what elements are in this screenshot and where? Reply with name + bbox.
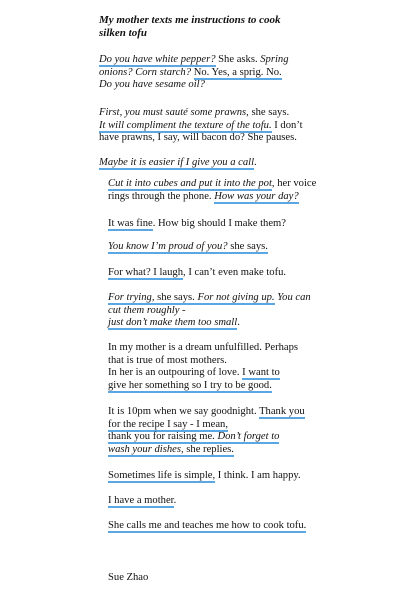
poem-line bbox=[108, 355, 408, 368]
text: that is true of most mothers. bbox=[108, 354, 227, 366]
text: She asks. bbox=[215, 54, 261, 65]
text: I think. I am happy. bbox=[215, 470, 301, 481]
highlight: Thank you bbox=[259, 406, 305, 417]
text: . bbox=[237, 317, 240, 329]
poem-line bbox=[108, 218, 408, 231]
poem-line bbox=[108, 367, 408, 380]
poem-line bbox=[99, 107, 399, 120]
poem-line bbox=[99, 120, 399, 133]
highlight: Sometimes life is simple, bbox=[108, 470, 216, 481]
highlight: I want to bbox=[242, 367, 280, 379]
highlight: She calls me and teaches me how to cook tofu. bbox=[108, 520, 307, 531]
text: Spring bbox=[260, 54, 289, 65]
text: First, you must sauté some prawns, bbox=[99, 107, 249, 118]
stanza-2 bbox=[99, 107, 399, 145]
poem-line bbox=[108, 380, 408, 393]
poem-line bbox=[99, 132, 399, 145]
text: cut them roughly - bbox=[108, 304, 186, 316]
highlight: she says. bbox=[154, 292, 198, 303]
text: It is 10pm when we say goodnight. bbox=[108, 406, 260, 417]
highlight: she replies. bbox=[183, 443, 234, 455]
poem-line bbox=[108, 470, 408, 483]
poem-line bbox=[108, 317, 408, 330]
stanza-11 bbox=[108, 470, 408, 483]
highlight: For trying, bbox=[108, 292, 155, 303]
text: You can bbox=[274, 292, 311, 303]
poem-line bbox=[108, 178, 408, 191]
poem-line bbox=[99, 54, 399, 67]
text: . bbox=[254, 157, 257, 168]
text: In her is an outpouring of love. bbox=[108, 367, 243, 379]
text: , I can’t even make tofu. bbox=[183, 267, 287, 278]
poem-line bbox=[108, 431, 408, 444]
stanza-6 bbox=[108, 241, 408, 254]
highlight: I have a mother bbox=[108, 495, 174, 506]
text: rings through the phone. bbox=[108, 190, 215, 202]
highlight: It was fine bbox=[108, 218, 153, 229]
stanza-4 bbox=[108, 178, 408, 203]
text: Do you have sesame oil? bbox=[99, 79, 205, 91]
stanza-9 bbox=[108, 342, 408, 392]
title-line-2: silken tofu bbox=[99, 27, 147, 39]
stanza-3 bbox=[99, 157, 399, 170]
highlight: No. Yes, a sprig. No. bbox=[193, 66, 282, 78]
poem-line bbox=[108, 406, 408, 419]
text: In my mother is a dream unfulfilled. Perhaps bbox=[108, 342, 299, 353]
text: have prawns, I say, will bacon do? She pauses. bbox=[99, 132, 297, 144]
poem-line bbox=[108, 520, 408, 533]
highlight: she says. bbox=[227, 241, 268, 252]
stanza-12 bbox=[108, 495, 408, 508]
text: . How big should I make them? bbox=[152, 218, 286, 229]
highlight: It will compliment the texture of the tofu. bbox=[99, 119, 272, 131]
highlight: How was your day? bbox=[214, 190, 299, 202]
highlight: Maybe it is easier if I give you a call bbox=[99, 157, 255, 168]
poem-line bbox=[108, 267, 408, 280]
poem-line bbox=[108, 444, 408, 457]
title-line-1: My mother texts me instructions to cook bbox=[99, 14, 281, 26]
highlight: thank you for raising me. bbox=[108, 431, 218, 443]
author-name: Sue Zhao bbox=[108, 572, 149, 583]
highlight: For not giving up. bbox=[197, 292, 275, 303]
poem-line bbox=[99, 67, 399, 80]
highlight: Don’t forget to bbox=[217, 431, 280, 443]
highlight: Cut it into cubes and put it into the pot bbox=[108, 178, 272, 189]
poem-line bbox=[108, 305, 408, 318]
highlight: Do you have white pepper? bbox=[99, 54, 216, 65]
stanza-10 bbox=[108, 406, 408, 456]
poem-line bbox=[108, 342, 408, 355]
stanza-8 bbox=[108, 292, 408, 330]
text: , her voice bbox=[271, 178, 317, 189]
highlight: wash your dishes, bbox=[108, 443, 184, 455]
text: . bbox=[173, 495, 177, 506]
poem-line bbox=[99, 157, 399, 170]
stanza-13 bbox=[108, 520, 408, 533]
text: I don’t bbox=[271, 119, 303, 131]
stanza-5 bbox=[108, 218, 408, 231]
text: onions? Corn starch? bbox=[99, 66, 192, 78]
text: she says. bbox=[248, 107, 290, 118]
stanza-7 bbox=[108, 267, 408, 280]
poem-line bbox=[108, 241, 408, 254]
stanza-1 bbox=[99, 54, 399, 92]
poem-line bbox=[108, 495, 408, 508]
highlight: give her something so I try to be good. bbox=[108, 379, 272, 391]
poem-title bbox=[99, 14, 339, 40]
poem-line bbox=[99, 79, 399, 92]
poem-line bbox=[108, 419, 408, 432]
highlight: for the recipe I say - I mean, bbox=[108, 418, 229, 430]
highlight: For what? I laugh bbox=[108, 267, 184, 278]
highlight: You know I’m proud of you? bbox=[108, 241, 228, 252]
highlight: just don’t make them too small bbox=[108, 317, 238, 329]
poem-line bbox=[108, 292, 408, 305]
poem-line bbox=[108, 191, 408, 204]
